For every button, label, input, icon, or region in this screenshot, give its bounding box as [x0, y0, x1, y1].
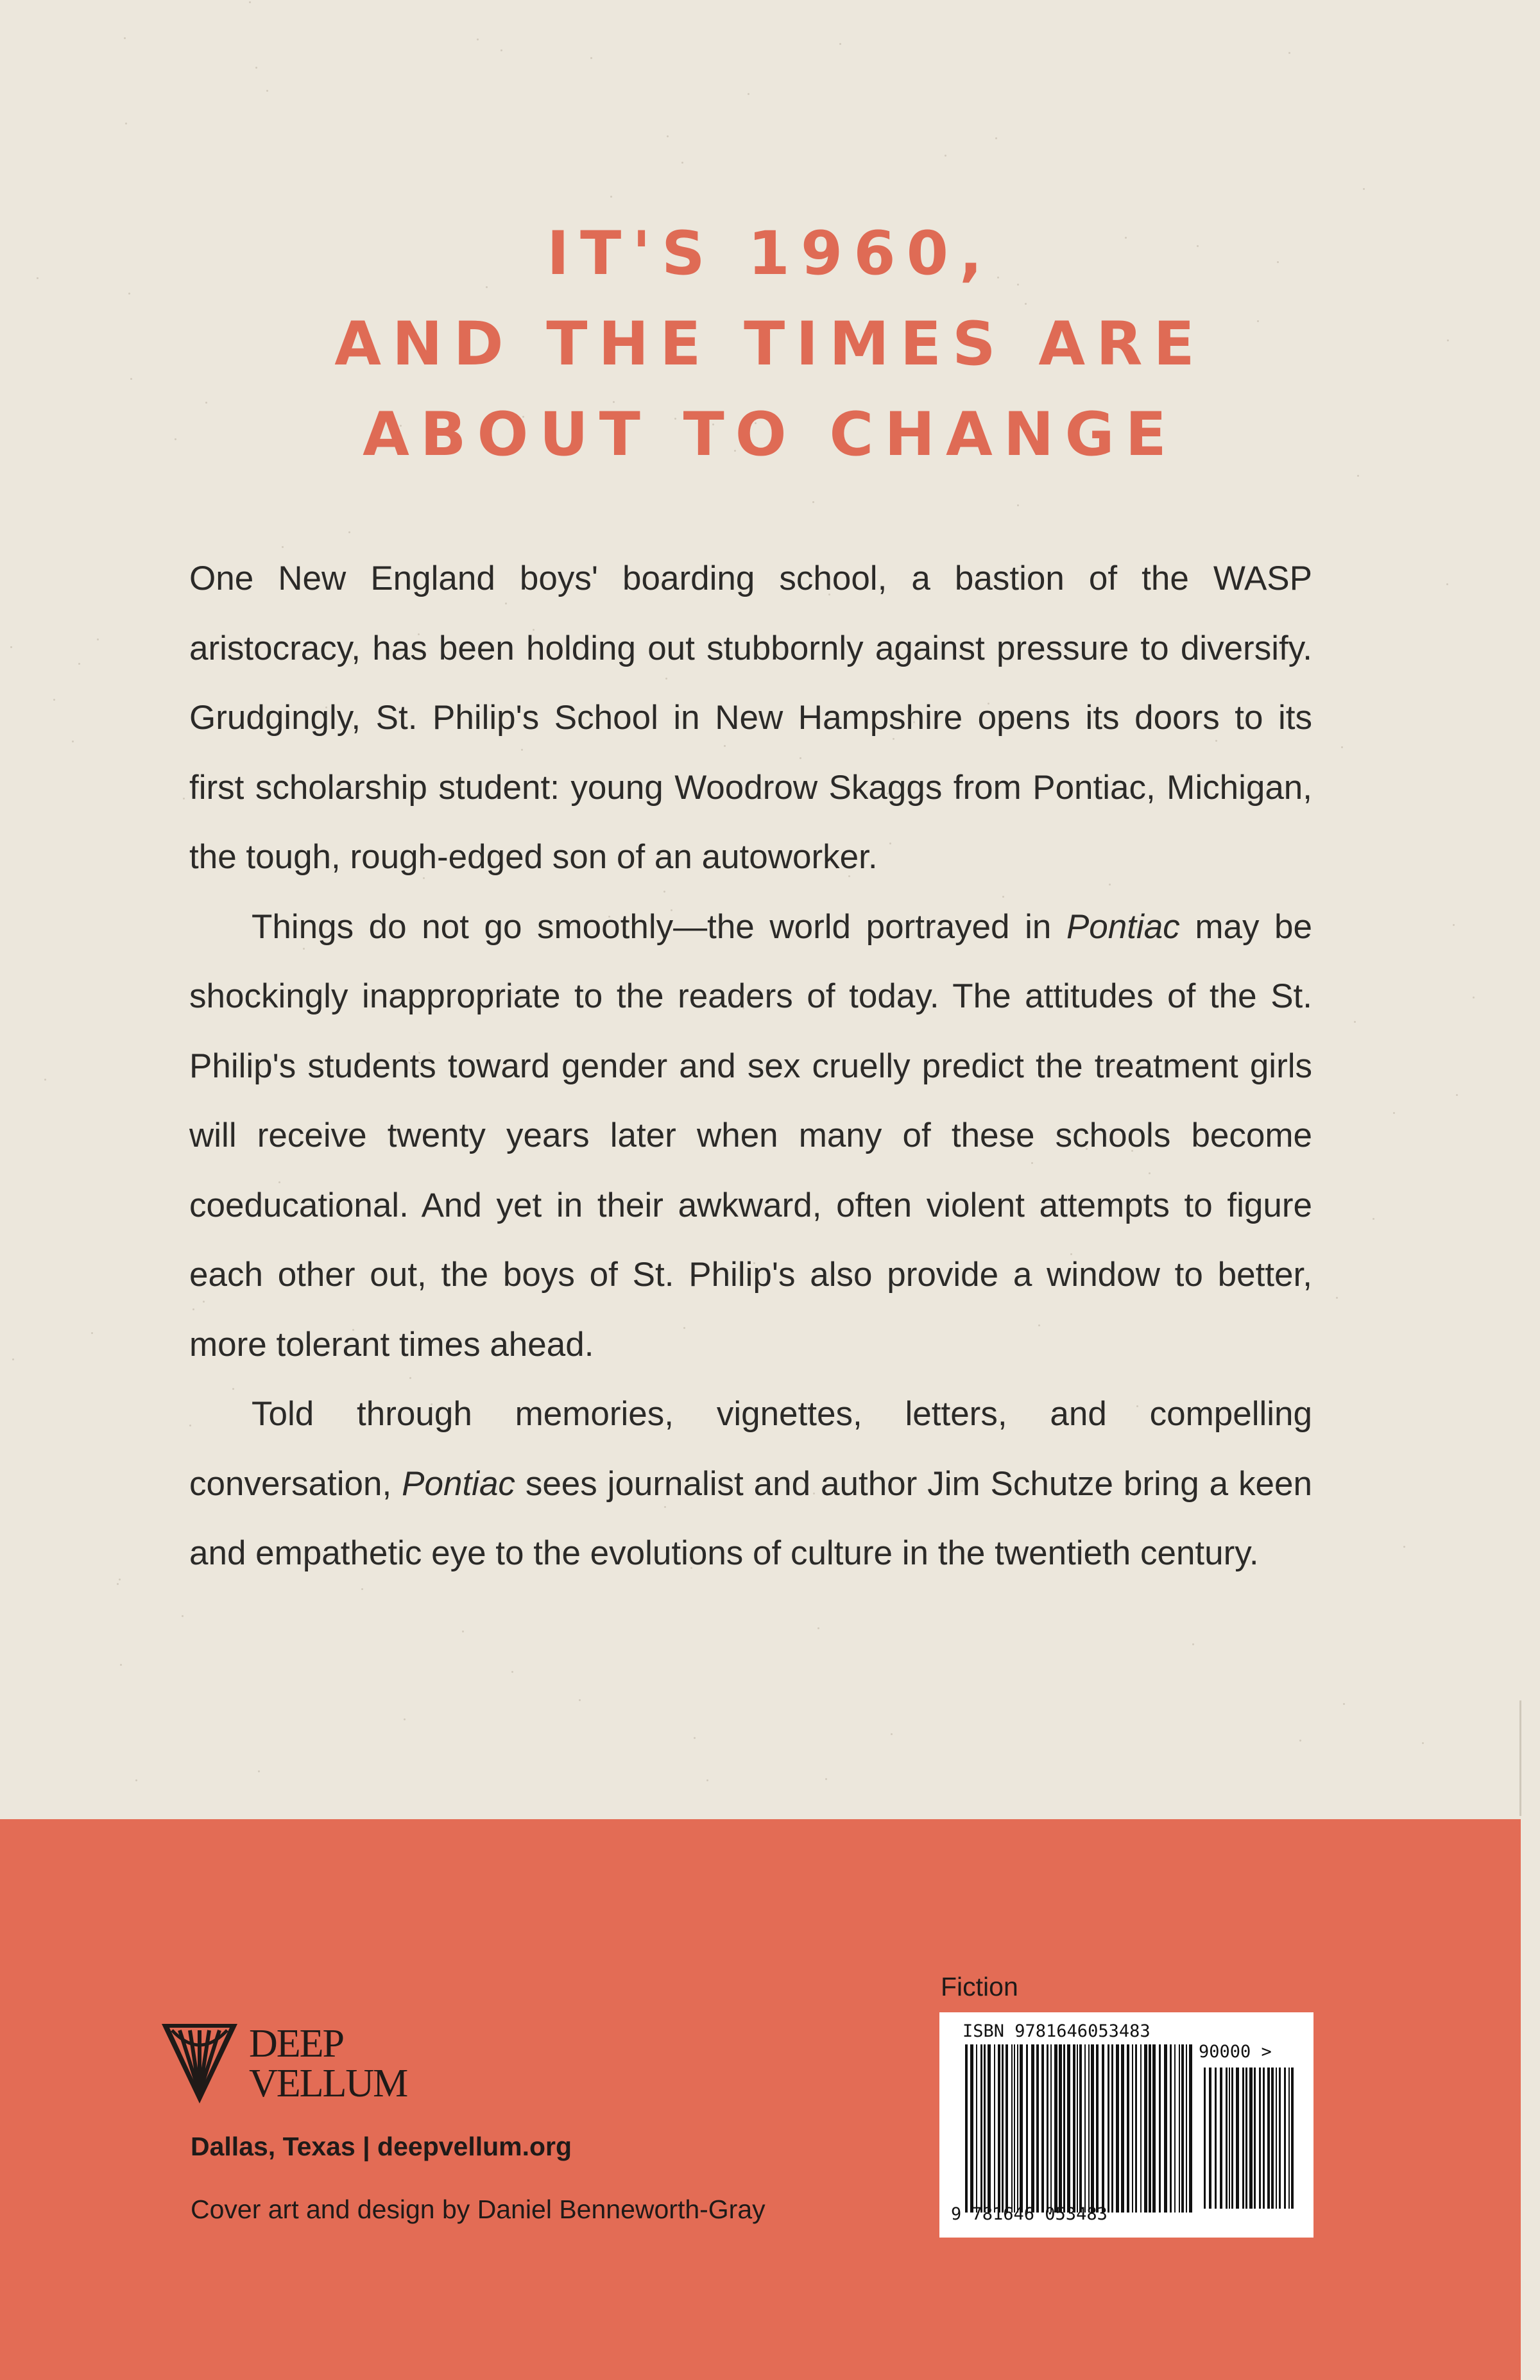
barcode-bar: [1152, 2044, 1156, 2213]
barcode-bar: [1047, 2044, 1048, 2213]
paper-speck: [1288, 52, 1290, 54]
paper-speck: [258, 1770, 260, 1772]
paper-speck: [995, 137, 997, 139]
paper-speck: [1343, 1703, 1345, 1705]
barcode-bar: [1014, 2044, 1015, 2213]
paper-speck: [249, 1, 251, 3]
barcode-bar: [1036, 2044, 1039, 2213]
paper-speck: [579, 1699, 581, 1701]
barcode-bar: [1096, 2044, 1099, 2213]
barcode-bar: [970, 2044, 973, 2213]
ean-digits: 9 781646 053483: [951, 2204, 1108, 2224]
paper-speck: [501, 49, 502, 51]
barcode-bar: [1254, 2068, 1256, 2209]
paper-speck: [44, 1079, 46, 1081]
paper-speck: [825, 1778, 827, 1780]
paper-speck: [945, 155, 946, 157]
barcode-bar: [1026, 2044, 1028, 2213]
cover-credit: Cover art and design by Daniel Benneworth-Gray: [191, 2195, 766, 2224]
paper-speck: [72, 741, 74, 742]
barcode-bar: [1245, 2068, 1247, 2209]
spine-fold-line: [1519, 1700, 1521, 1816]
paper-speck: [135, 1779, 137, 1781]
blurb: [189, 544, 1312, 1589]
headline: [0, 209, 1540, 480]
barcode-bar: [1073, 2044, 1075, 2213]
logo-line-1: DEEP: [249, 2022, 343, 2066]
blurb-text: sees journalist and author Jim Schutze bring a keen and empathetic eye to the evolutions of culture in the twentieth century.: [189, 1464, 1312, 1572]
paper-speck: [1354, 1021, 1356, 1023]
barcode-bar: [1220, 2068, 1222, 2209]
paper-speck: [462, 1631, 464, 1632]
barcode-bar: [1011, 2044, 1013, 2213]
paper-speck: [91, 1332, 93, 1334]
paper-speck: [117, 1583, 119, 1585]
barcode-bar: [1271, 2068, 1274, 2209]
paper-speck: [119, 1579, 121, 1580]
paper-speck: [348, 531, 350, 533]
paper-speck: [817, 1627, 819, 1629]
paper-speck: [477, 39, 479, 40]
paper-speck: [1453, 924, 1455, 926]
paper-speck: [812, 501, 814, 503]
barcode-bar: [980, 2044, 982, 2213]
barcode-bar: [1121, 2044, 1124, 2213]
barcode-bar: [1226, 2068, 1228, 2209]
book-title: Pontiac: [1066, 907, 1180, 946]
paper-speck: [1403, 1546, 1405, 1548]
barcode-bar: [1108, 2044, 1109, 2213]
barcode-bar: [1164, 2044, 1167, 2213]
paper-speck: [681, 162, 683, 164]
barcode-bar: [1291, 2068, 1294, 2209]
barcode-bar: [1059, 2044, 1062, 2213]
paper-speck: [590, 57, 592, 59]
barcode-bar: [1231, 2068, 1233, 2209]
barcode-bar: [1031, 2044, 1034, 2213]
barcode-bar: [1181, 2044, 1184, 2213]
paper-speck: [124, 37, 126, 39]
paper-speck: [891, 1733, 893, 1735]
paper-speck: [1341, 746, 1343, 748]
barcode-bar: [1063, 2044, 1065, 2213]
barcode-bar: [1279, 2068, 1281, 2209]
paper-speck: [1373, 1218, 1374, 1220]
barcode-bar: [965, 2044, 968, 2213]
blurb-text: Things do not go smoothly—the world portrayed in: [252, 907, 1066, 946]
paper-speck: [1456, 1094, 1458, 1096]
paper-speck: [183, 798, 185, 800]
paper-speck: [255, 67, 257, 69]
barcode-bar: [1259, 2068, 1261, 2209]
paper-speck: [1017, 504, 1019, 506]
isbn-text: ISBN 9781646053483: [963, 2021, 1151, 2041]
paper-speck: [125, 123, 127, 124]
isbn-barcode: [939, 2012, 1313, 2238]
barcode-bar: [1102, 2044, 1104, 2213]
barcode-bar: [1174, 2044, 1176, 2213]
spine-edge: [1521, 1819, 1540, 2380]
barcode-bar: [1054, 2044, 1057, 2213]
barcode-bar: [1179, 2044, 1180, 2213]
barcode-bar: [988, 2044, 991, 2213]
paper-speck: [748, 93, 749, 95]
paper-speck: [404, 1718, 406, 1720]
paper-speck: [1422, 1742, 1424, 1744]
paper-speck: [511, 1671, 513, 1673]
blurb-paragraph-2: [189, 893, 1312, 1380]
barcode-bar: [1267, 2068, 1270, 2209]
barcode-bar: [1017, 2044, 1018, 2213]
barcode-bar: [1215, 2068, 1217, 2209]
paper-speck: [610, 196, 612, 198]
paper-speck: [182, 1615, 184, 1617]
barcode-bar: [1127, 2044, 1129, 2213]
barcode-bar: [1204, 2068, 1206, 2209]
barcode-bar: [976, 2044, 977, 2213]
barcode-bars: [965, 2044, 1196, 2213]
barcode-bar: [1005, 2044, 1008, 2213]
barcode-bar: [1140, 2044, 1142, 2213]
barcode-bar: [1084, 2044, 1086, 2213]
barcode-bar: [1135, 2044, 1137, 2213]
barcode-bar: [1288, 2068, 1290, 2209]
barcode-bar: [998, 2044, 1000, 2213]
barcode-bar: [994, 2044, 995, 2213]
paper-speck: [667, 135, 669, 137]
paper-speck: [694, 1737, 696, 1739]
barcode-bar: [1236, 2068, 1239, 2209]
paper-speck: [266, 90, 268, 92]
barcode-addon-bars: [1204, 2068, 1297, 2209]
genre-label: Fiction: [941, 1972, 1018, 2001]
deep-vellum-logo: [160, 2021, 443, 2108]
barcode-bar: [1242, 2068, 1244, 2209]
barcode-bar: [1284, 2068, 1286, 2209]
paper-speck: [1363, 188, 1365, 190]
barcode-bar: [1149, 2044, 1151, 2213]
barcode-bar: [1111, 2044, 1113, 2213]
paper-speck: [12, 1358, 14, 1360]
barcode-bar: [1159, 2044, 1161, 2213]
barcode-bar: [1002, 2044, 1004, 2213]
barcode-bar: [1263, 2068, 1265, 2209]
paper-speck: [1299, 1740, 1301, 1742]
barcode-bar: [1088, 2044, 1090, 2213]
barcode-bar: [1144, 2044, 1147, 2213]
barcode-bar: [1041, 2044, 1044, 2213]
barcode-bar: [1050, 2044, 1052, 2213]
barcode-bar: [1077, 2044, 1078, 2213]
price-code: 90000 >: [1199, 2042, 1272, 2062]
blurb-paragraph-1: One New England boys' boarding school, a bastion of the WASP aristocracy, has been holding out stubbornly against pressure to diversify. Grudgingly, St. Philip's School in New Hampshire opens its doors to its first scholarship student: young Woodrow Skaggs from Pontiac, Michigan, the tough, rough-edged son of an autoworker.: [189, 560, 1312, 876]
paper-speck: [1393, 1112, 1395, 1114]
paper-speck: [1192, 1643, 1194, 1645]
headline-line-3: ABOUT TO CHANGE: [363, 400, 1177, 470]
paper-speck: [706, 1779, 708, 1781]
paper-speck: [53, 699, 55, 701]
paper-speck: [10, 646, 12, 648]
paper-speck: [1446, 583, 1448, 585]
barcode-bar: [1229, 2068, 1230, 2209]
logo-wordmark: [249, 2024, 407, 2103]
publisher-location: Dallas, Texas | deepvellum.org: [191, 2132, 572, 2161]
blurb-text: may be shockingly inappropriate to the readers of today. The attitudes of the St. Philip's students toward gender and sex cruelly predict the treatment girls will receive twenty years later when many of these schools become coeducational. And yet in their awkward, often violent attempts to figure each other out, the boys of St. Philip's also provide a window to better, more tolerant times ahead.: [189, 907, 1312, 1364]
paper-speck: [1336, 1297, 1338, 1299]
paper-speck: [78, 663, 80, 665]
barcode-bar: [1116, 2044, 1119, 2213]
barcode-bar: [1209, 2068, 1211, 2209]
barcode-bar: [1079, 2044, 1082, 2213]
barcode-bar: [1091, 2044, 1094, 2213]
paper-speck: [120, 1664, 122, 1666]
vellum-fan-icon: [160, 2021, 239, 2105]
barcode-bar: [1132, 2044, 1133, 2213]
barcode-bar: [1067, 2044, 1070, 2213]
headline-line-2: AND THE TIMES ARE: [334, 309, 1206, 379]
blurb-paragraph-3: [189, 1380, 1312, 1589]
barcode-bar: [984, 2044, 986, 2213]
barcode-bar: [1020, 2044, 1023, 2213]
blurb-text: Told through memories, vignettes, letters, and compelling conversation,: [189, 1395, 1312, 1503]
paper-speck: [839, 43, 841, 45]
paper-speck: [1473, 997, 1475, 998]
barcode-bar: [1186, 2044, 1187, 2213]
headline-line-1: IT'S 1960,: [547, 219, 993, 289]
logo-line-2: VELLUM: [249, 2062, 407, 2105]
book-title: Pontiac: [402, 1464, 515, 1503]
paper-speck: [97, 638, 99, 640]
barcode-bar: [1249, 2068, 1253, 2209]
barcode-bar: [1276, 2068, 1277, 2209]
barcode-bar: [1189, 2044, 1192, 2213]
barcode-bar: [1170, 2044, 1172, 2213]
